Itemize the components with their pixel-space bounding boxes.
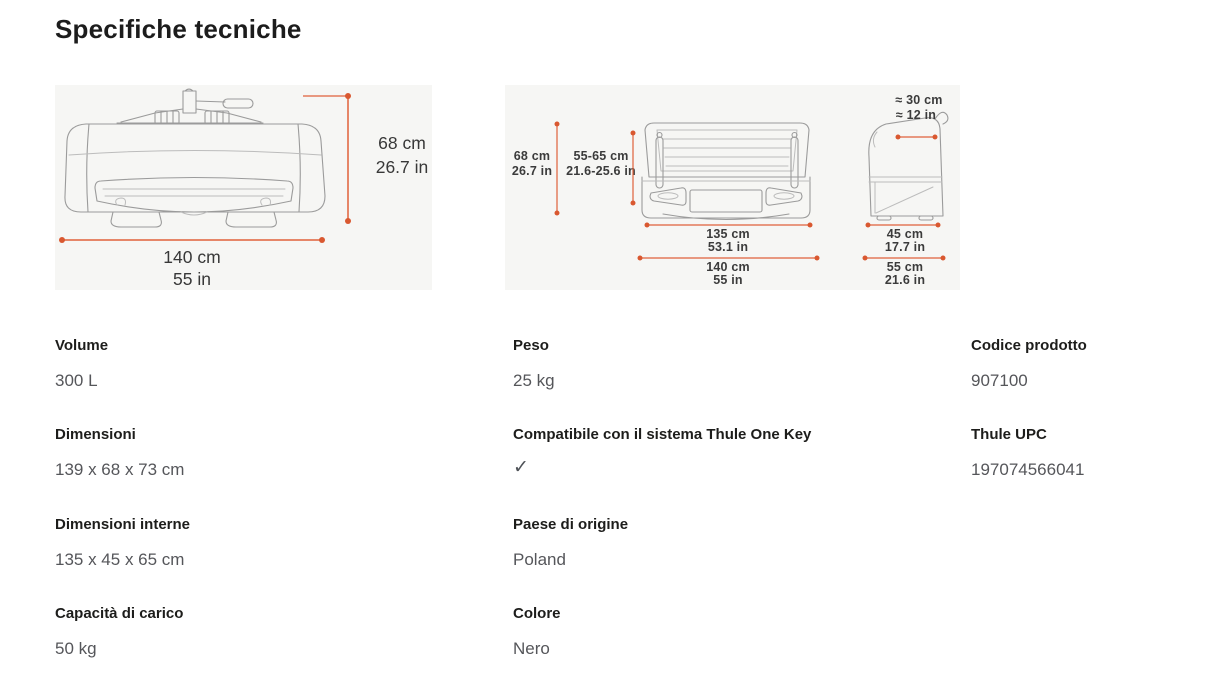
spec-value-colore: Nero [513, 639, 550, 658]
rear-length-dimensions [638, 223, 820, 288]
total-height-in: 26.7 in [511, 164, 553, 178]
cargo-box-side-drawing [869, 112, 948, 220]
cargo-box-front-drawing [65, 89, 325, 227]
mount-height-in: 21.6-25.6 in [566, 164, 636, 178]
spec-value-capacita-di-carico: 50 kg [55, 639, 97, 658]
hitch-mechanism-drawing [117, 89, 263, 124]
spec-cell-one-key [513, 425, 971, 515]
side-clearance-dimension [895, 93, 942, 122]
spec-value-peso: 25 kg [513, 371, 555, 390]
box-body-drawing [65, 124, 325, 215]
rear-side-view-diagram [505, 85, 960, 290]
spec-cell-dimensioni-interne [55, 515, 513, 604]
rear-height-dimensions [512, 122, 636, 216]
side-outer-in: 21.6 in [884, 273, 926, 287]
front-height-cm: 68 cm [378, 133, 426, 153]
front-view-diagram-panel [55, 85, 432, 290]
spec-cell-peso [513, 336, 971, 425]
spec-label-one-key: Compatibile con il sistema Thule One Key [513, 426, 812, 443]
total-height-cm: 68 cm [513, 149, 551, 163]
spec-label-thule-upc: Thule UPC [971, 426, 1047, 443]
spec-label-colore: Colore [513, 605, 561, 622]
side-width-dimensions [863, 223, 946, 288]
spec-cell-volume [55, 336, 513, 425]
clearance-in: ≈ 12 in [895, 108, 937, 122]
spec-value-paese-di-origine: Poland [513, 550, 566, 569]
spec-label-capacita-di-carico: Capacità di carico [55, 605, 184, 622]
spec-label-dimensioni: Dimensioni [55, 426, 136, 443]
spec-label-dimensioni-interne: Dimensioni interne [55, 516, 191, 533]
mount-height-cm: 55-65 cm [573, 149, 629, 163]
spec-cell-paese-di-origine [513, 515, 971, 604]
side-outer-cm: 55 cm [886, 260, 924, 274]
front-width-dimension [59, 237, 325, 289]
cargo-box-rear-drawing [642, 123, 810, 220]
spec-value-dimensioni: 139 x 68 x 73 cm [55, 460, 185, 479]
spec-value-dimensioni-interne: 135 x 45 x 65 cm [55, 550, 185, 569]
spec-value-thule-upc: 197074566041 [971, 460, 1085, 479]
clearance-cm: ≈ 30 cm [895, 93, 943, 107]
outer-length-cm: 140 cm [706, 260, 750, 274]
section-title: Specifiche tecniche [55, 14, 302, 44]
spec-grid [55, 336, 1214, 679]
side-inner-cm: 45 cm [886, 227, 924, 241]
rear-side-view-diagram-panel [505, 85, 960, 290]
one-key-checkmark: ✓ [513, 457, 529, 478]
inner-length-in: 53.1 in [707, 240, 749, 254]
spec-cell-thule-upc [971, 425, 1214, 515]
front-height-in: 26.7 in [375, 157, 429, 177]
spec-label-paese-di-origine: Paese di origine [513, 516, 629, 533]
front-width-in: 55 in [173, 269, 211, 289]
front-view-diagram [55, 85, 432, 290]
spec-label-codice-prodotto: Codice prodotto [971, 337, 1087, 354]
spec-value-codice-prodotto: 907100 [971, 371, 1028, 390]
front-width-cm: 140 cm [163, 247, 221, 267]
inner-length-cm: 135 cm [706, 227, 750, 241]
spec-cell-codice-prodotto [971, 336, 1214, 425]
spec-label-peso: Peso [513, 337, 549, 354]
outer-length-in: 55 in [713, 273, 743, 287]
spec-value-volume: 300 L [55, 371, 98, 390]
spec-cell-capacita-di-carico [55, 604, 513, 679]
side-inner-in: 17.7 in [884, 240, 926, 254]
spec-cell-colore [513, 604, 971, 679]
spec-label-volume: Volume [55, 337, 109, 354]
spec-cell-dimensioni [55, 425, 513, 515]
